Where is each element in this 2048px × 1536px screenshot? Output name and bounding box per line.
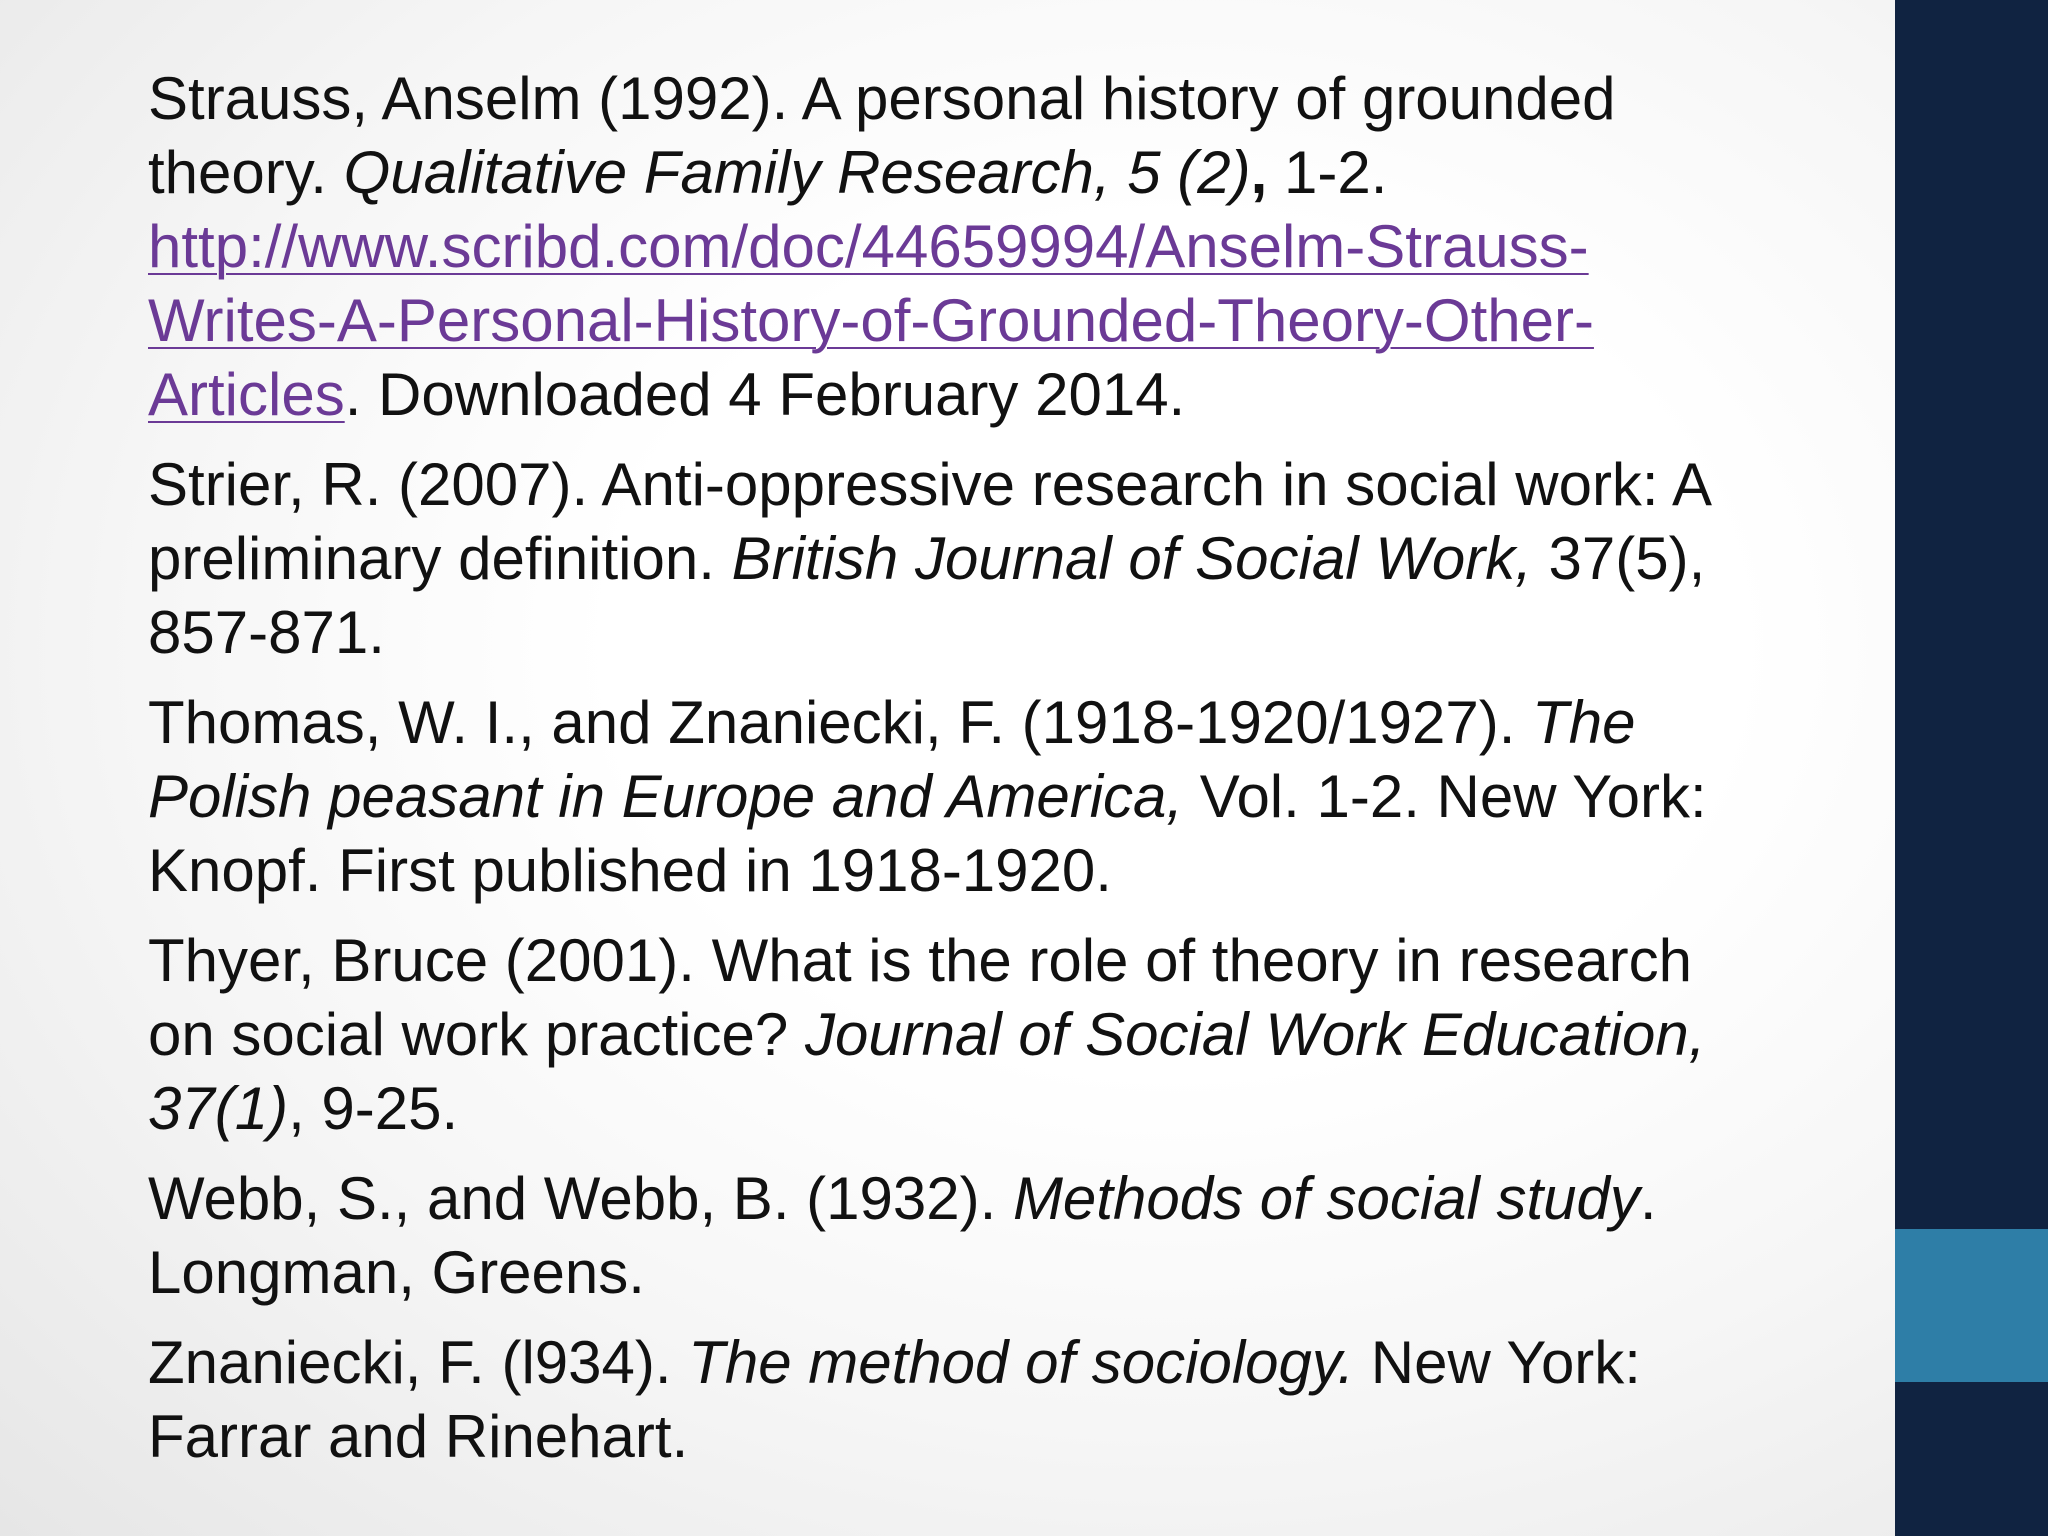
link-text: Articles: [148, 361, 345, 428]
punctuation: ,: [1250, 139, 1268, 206]
journal-title: British Journal of Social Work,: [731, 525, 1532, 592]
link-text: http://www.scribd.com/doc/44659994/Anselm-Strauss-: [148, 213, 1589, 280]
reference-text: . Downloaded 4 February 2014.: [344, 361, 1186, 428]
reference-thomas: [148, 686, 1888, 908]
reference-text: 1-2.: [1267, 139, 1388, 206]
book-title: The Polish peasant in Europe and America,: [148, 689, 1636, 830]
reference-text: Strier, R. (2007). Anti-oppressive research in social work: A preliminary definition.: [148, 451, 1712, 592]
reference-text: Thomas, W. I., and Znaniecki, F. (1918-1920/1927).: [148, 689, 1533, 756]
reference-thyer: [148, 924, 1888, 1146]
reference-strauss: [148, 62, 1888, 432]
journal-title: Qualitative Family Research, 5 (2): [343, 139, 1251, 206]
side-accent-block: [1895, 1229, 2048, 1382]
reference-text: New York: Farrar and Rinehart.: [148, 1329, 1641, 1470]
reference-text: , 9-25.: [288, 1075, 459, 1142]
reference-text: . Longman, Greens.: [148, 1165, 1657, 1306]
reference-strier: [148, 448, 1888, 670]
reference-text: Strauss, Anselm (1992). A personal history of grounded: [148, 65, 1616, 132]
reference-znaniecki: [148, 1326, 1888, 1474]
reference-list: [148, 62, 1888, 1490]
reference-text: Thyer, Bruce (2001). What is the role of theory in research on social work practice?: [148, 927, 1693, 1068]
reference-text: Znaniecki, F. (l934).: [148, 1329, 689, 1396]
reference-webb: [148, 1162, 1888, 1310]
book-title: Methods of social study: [1012, 1165, 1640, 1232]
reference-text: 37(5), 857-871.: [148, 525, 1706, 666]
reference-text: Webb, S., and Webb, B. (1932).: [148, 1165, 1013, 1232]
link-text: Writes-A-Personal-History-of-Grounded-Theory-Other-: [148, 287, 1594, 354]
reference-text: Vol. 1-2. New York: Knopf. First published in 1918-1920.: [148, 763, 1707, 904]
journal-title: Journal of Social Work Education, 37(1): [148, 1001, 1706, 1142]
reference-text: theory.: [148, 139, 344, 206]
book-title: The method of sociology.: [688, 1329, 1355, 1396]
